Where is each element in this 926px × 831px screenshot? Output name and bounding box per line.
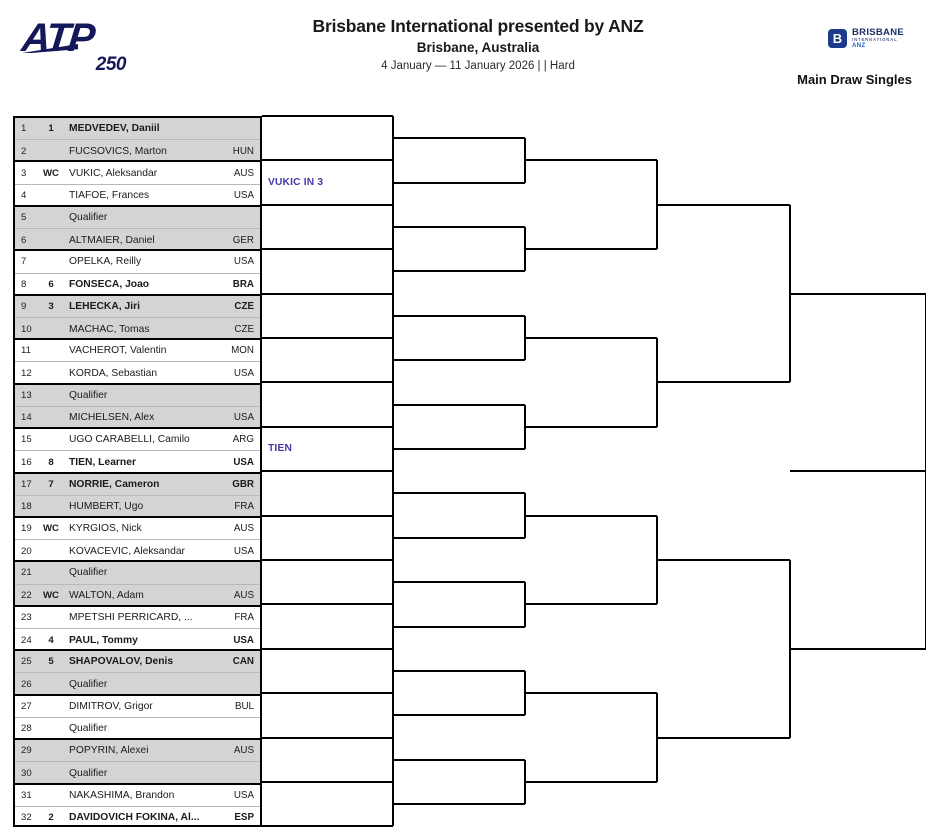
entry-player-name: POPYRIN, Alexei bbox=[69, 745, 149, 757]
draw-entry-row[interactable] bbox=[15, 362, 260, 384]
draw-match-pair[interactable] bbox=[15, 562, 260, 606]
entry-player-name: Qualifier bbox=[69, 211, 108, 223]
entry-player-name: VUKIC, Aleksandar bbox=[69, 167, 158, 179]
r32-match-join bbox=[392, 160, 394, 204]
draw-match-pair[interactable] bbox=[15, 118, 260, 162]
entry-number: 26 bbox=[21, 679, 32, 691]
draw-entry-row[interactable] bbox=[15, 762, 260, 784]
entry-player-name: FONSECA, Joao bbox=[69, 279, 150, 291]
r16-feed-bottom-line bbox=[393, 448, 525, 450]
draw-match-pair[interactable] bbox=[15, 251, 260, 295]
entry-seed: 5 bbox=[48, 656, 54, 668]
r32-match-bottom-line bbox=[262, 737, 393, 739]
draw-entry-row[interactable] bbox=[15, 607, 260, 629]
entry-number: 29 bbox=[21, 745, 32, 757]
draw-match-pair[interactable] bbox=[15, 474, 260, 518]
entry-number: 16 bbox=[21, 456, 32, 468]
draw-entry-row[interactable] bbox=[15, 296, 260, 318]
r16-join bbox=[524, 138, 526, 182]
r32-match-top-line bbox=[262, 204, 393, 206]
r16-feed-top-line bbox=[393, 759, 525, 761]
draw-entry-row[interactable] bbox=[15, 385, 260, 407]
entry-number: 27 bbox=[21, 700, 32, 712]
qf-feed-bottom-line bbox=[525, 781, 657, 783]
r32-match-join bbox=[392, 471, 394, 515]
entry-player-name: Qualifier bbox=[69, 389, 108, 401]
r16-feed-bottom-line bbox=[393, 270, 525, 272]
entry-country: ESP bbox=[234, 812, 254, 824]
r16-join bbox=[524, 671, 526, 715]
entry-number: 30 bbox=[21, 767, 32, 779]
entry-player-name: NAKASHIMA, Brandon bbox=[69, 789, 175, 801]
entry-country: USA bbox=[233, 456, 254, 468]
entry-country: FRA bbox=[234, 501, 254, 513]
entry-number: 24 bbox=[21, 634, 32, 646]
entry-player-name: KOVACEVIC, Aleksandar bbox=[69, 545, 185, 557]
entry-seed: WC bbox=[43, 590, 59, 602]
r16-feed-bottom-line bbox=[393, 714, 525, 716]
draw-entry-row[interactable] bbox=[15, 140, 260, 162]
entry-player-name: Qualifier bbox=[69, 679, 108, 691]
entry-seed: 3 bbox=[48, 300, 54, 312]
entry-country: AUS bbox=[233, 523, 254, 535]
entry-player-name: MPETSHI PERRICARD, ... bbox=[69, 611, 193, 623]
brisbane-logo-text bbox=[852, 28, 904, 50]
entry-number: 2 bbox=[21, 145, 27, 157]
r32-match-bottom-line bbox=[262, 825, 393, 827]
entry-player-name: MACHAC, Tomas bbox=[69, 323, 150, 335]
tournament-location: Brisbane, Australia bbox=[416, 40, 540, 55]
r32-match-top-line bbox=[262, 692, 393, 694]
r16-feed-bottom-line bbox=[393, 182, 525, 184]
r32-match-bottom-line bbox=[262, 248, 393, 250]
draw-entry-row[interactable] bbox=[15, 274, 260, 296]
entry-player-name: HUMBERT, Ugo bbox=[69, 501, 144, 513]
entry-country: AUS bbox=[233, 745, 254, 757]
r32-match-top-line bbox=[262, 737, 393, 739]
entry-player-name: DIMITROV, Grigor bbox=[69, 700, 153, 712]
entry-player-name: KYRGIOS, Nick bbox=[69, 523, 142, 535]
qf-feed-bottom-line bbox=[525, 248, 657, 250]
r32-match-bottom-line bbox=[262, 559, 393, 561]
r32-match-bottom-line bbox=[262, 648, 393, 650]
r32-match-bottom-line bbox=[262, 293, 393, 295]
draw-entry-row[interactable] bbox=[15, 229, 260, 251]
entry-number: 10 bbox=[21, 323, 32, 335]
entry-country: AUS bbox=[233, 590, 254, 602]
entry-seed: 7 bbox=[48, 478, 54, 490]
draw-match-pair[interactable] bbox=[15, 696, 260, 740]
r16-join bbox=[524, 316, 526, 360]
draw-entry-row[interactable] bbox=[15, 185, 260, 207]
draw-match-pair[interactable] bbox=[15, 651, 260, 695]
sf-feed-top-line bbox=[657, 204, 790, 206]
draw-entry-row[interactable] bbox=[15, 340, 260, 362]
r32-match-top-line bbox=[262, 781, 393, 783]
draw-entry-row[interactable] bbox=[15, 207, 260, 229]
entry-player-name: TIAFOE, Frances bbox=[69, 190, 150, 202]
note-r1-match8[interactable]: TIEN bbox=[268, 443, 293, 454]
draw-entry-row[interactable] bbox=[15, 162, 260, 184]
entry-player-name: FUCSOVICS, Marton bbox=[69, 145, 167, 157]
tournament-title: Brisbane International presented by ANZ bbox=[312, 16, 644, 36]
entry-player-name: KORDA, Sebastian bbox=[69, 367, 158, 379]
entry-player-name: UGO CARABELLI, Camilo bbox=[69, 434, 190, 446]
entry-country: CAN bbox=[232, 656, 254, 668]
entry-player-name: LEHECKA, Jiri bbox=[69, 300, 140, 312]
draw-entry-row[interactable] bbox=[15, 429, 260, 451]
entry-seed: WC bbox=[43, 167, 59, 179]
entry-country: USA bbox=[233, 256, 254, 268]
draw-match-pair[interactable] bbox=[15, 740, 260, 784]
entry-country: USA bbox=[233, 789, 254, 801]
entry-player-name: DAVIDOVICH FOKINA, Al... bbox=[69, 812, 200, 824]
r16-feed-bottom-line bbox=[393, 537, 525, 539]
entry-number: 21 bbox=[21, 567, 32, 579]
draw-type-label: Main Draw Singles bbox=[797, 72, 912, 87]
entry-player-name: SHAPOVALOV, Denis bbox=[69, 656, 174, 668]
entry-player-name: Qualifier bbox=[69, 723, 108, 735]
entry-country: MON bbox=[231, 345, 254, 357]
sf-feed-bottom-line bbox=[657, 737, 790, 739]
r16-feed-top-line bbox=[393, 581, 525, 583]
entry-country: USA bbox=[233, 634, 254, 646]
entry-number: 15 bbox=[21, 434, 32, 446]
entry-player-name: ALTMAIER, Daniel bbox=[69, 234, 155, 246]
draw-entry-row[interactable] bbox=[15, 785, 260, 807]
entry-player-name: NORRIE, Cameron bbox=[69, 478, 160, 490]
entry-country: USA bbox=[233, 190, 254, 202]
draw-entry-row[interactable] bbox=[15, 651, 260, 673]
brisbane-international-logo bbox=[828, 28, 904, 50]
entry-number: 4 bbox=[21, 190, 27, 202]
entry-number: 28 bbox=[21, 723, 32, 735]
qf-join bbox=[656, 693, 658, 782]
r16-feed-bottom-line bbox=[393, 803, 525, 805]
draw-entry-row[interactable] bbox=[15, 629, 260, 651]
r16-feed-top-line bbox=[393, 670, 525, 672]
r32-match-join bbox=[392, 560, 394, 604]
entry-number: 3 bbox=[21, 167, 27, 179]
r32-match-join bbox=[392, 249, 394, 293]
entry-seed: WC bbox=[43, 523, 59, 535]
entry-player-name: VACHEROT, Valentin bbox=[69, 345, 167, 357]
tournament-dates-surface: 4 January — 11 January 2026 | | Hard bbox=[381, 60, 575, 72]
entry-seed: 6 bbox=[48, 279, 54, 291]
r32-match-join bbox=[392, 294, 394, 338]
entry-player-name: Qualifier bbox=[69, 767, 108, 779]
r32-match-join bbox=[392, 427, 394, 471]
entry-country: BUL bbox=[234, 700, 254, 712]
draw-entry-row[interactable] bbox=[15, 673, 260, 695]
r32-match-join bbox=[392, 338, 394, 382]
brisbane-logo-line3: ANZ bbox=[852, 43, 866, 50]
draw-match-pair[interactable] bbox=[15, 607, 260, 651]
qf-feed-bottom-line bbox=[525, 603, 657, 605]
entry-player-name: PAUL, Tommy bbox=[69, 634, 138, 646]
entry-player-name: MICHELSEN, Alex bbox=[69, 412, 155, 424]
draw-entry-row[interactable] bbox=[15, 451, 260, 473]
atp-tier-label: 250 bbox=[95, 54, 126, 75]
entry-country: GER bbox=[232, 234, 254, 246]
r32-match-join bbox=[392, 738, 394, 782]
brisbane-logo-line2: INTERNATIONAL bbox=[852, 36, 898, 42]
entry-seed: 2 bbox=[48, 812, 54, 824]
entry-country: FRA bbox=[234, 611, 254, 623]
draw-entry-row[interactable] bbox=[15, 585, 260, 607]
entry-player-name: Qualifier bbox=[69, 567, 108, 579]
r16-join bbox=[524, 582, 526, 626]
qf-feed-top-line bbox=[525, 159, 657, 161]
entry-player-name: WALTON, Adam bbox=[69, 590, 144, 602]
r32-match-join bbox=[392, 649, 394, 693]
qf-feed-top-line bbox=[525, 692, 657, 694]
draw-entry-row[interactable] bbox=[15, 474, 260, 496]
brisbane-monogram-icon: B bbox=[828, 29, 847, 48]
draw-entry-row[interactable] bbox=[15, 251, 260, 273]
qf-join bbox=[656, 516, 658, 605]
r32-match-top-line bbox=[262, 159, 393, 161]
r32-match-bottom-line bbox=[262, 515, 393, 517]
entry-number: 32 bbox=[21, 812, 32, 824]
r16-join bbox=[524, 227, 526, 271]
sf-feed-bottom-line bbox=[657, 381, 790, 383]
entry-country: USA bbox=[233, 367, 254, 379]
entry-player-name: TIEN, Learner bbox=[69, 456, 136, 468]
draw-entry-row[interactable] bbox=[15, 540, 260, 562]
atp-wordmark: ATP bbox=[19, 16, 96, 60]
entry-number: 22 bbox=[21, 590, 32, 602]
draw-match-pair[interactable] bbox=[15, 296, 260, 340]
draw-match-pair[interactable] bbox=[15, 207, 260, 251]
entry-country: BRA bbox=[232, 279, 254, 291]
sf-join bbox=[789, 205, 791, 383]
draw-match-pair[interactable] bbox=[15, 340, 260, 384]
draw-match-pair[interactable] bbox=[15, 162, 260, 206]
draw-match-pair[interactable] bbox=[15, 785, 260, 829]
r32-match-join bbox=[392, 782, 394, 826]
entry-country: USA bbox=[233, 545, 254, 557]
r32-match-top-line bbox=[262, 337, 393, 339]
qf-feed-top-line bbox=[525, 337, 657, 339]
entry-seed: 1 bbox=[48, 123, 54, 135]
entry-country: USA bbox=[233, 412, 254, 424]
draw-entry-row[interactable] bbox=[15, 562, 260, 584]
draw-entry-row[interactable] bbox=[15, 407, 260, 429]
entry-country: GBR bbox=[232, 478, 254, 490]
r32-match-bottom-line bbox=[262, 426, 393, 428]
draw-entry-row[interactable] bbox=[15, 740, 260, 762]
entry-number: 14 bbox=[21, 412, 32, 424]
entry-country: ARG bbox=[232, 434, 254, 446]
entry-seed: 8 bbox=[48, 456, 54, 468]
qf-feed-bottom-line bbox=[525, 426, 657, 428]
entry-number: 31 bbox=[21, 789, 32, 801]
r32-match-top-line bbox=[262, 603, 393, 605]
draw-entry-row[interactable] bbox=[15, 696, 260, 718]
entry-number: 11 bbox=[21, 345, 31, 357]
r16-feed-top-line bbox=[393, 404, 525, 406]
final-feed-top-line bbox=[790, 293, 926, 295]
sf-join bbox=[789, 560, 791, 738]
draw-entry-row[interactable] bbox=[15, 518, 260, 540]
entry-country: CZE bbox=[234, 300, 254, 312]
r16-feed-top-line bbox=[393, 226, 525, 228]
r32-match-join bbox=[392, 116, 394, 160]
r32-match-top-line bbox=[262, 648, 393, 650]
qf-join bbox=[656, 160, 658, 249]
entry-number: 8 bbox=[21, 279, 27, 291]
r32-match-top-line bbox=[262, 248, 393, 250]
entry-number: 7 bbox=[21, 256, 27, 268]
r32-match-top-line bbox=[262, 559, 393, 561]
draw-match-pair[interactable] bbox=[15, 518, 260, 562]
atp-logo bbox=[19, 16, 132, 80]
entry-number: 18 bbox=[21, 501, 32, 513]
r32-match-bottom-line bbox=[262, 337, 393, 339]
entry-number: 9 bbox=[21, 300, 27, 312]
r16-join bbox=[524, 493, 526, 537]
qf-join bbox=[656, 338, 658, 427]
draw-entry-list bbox=[13, 116, 262, 827]
r32-match-join bbox=[392, 382, 394, 426]
r32-match-top-line bbox=[262, 293, 393, 295]
entry-number: 12 bbox=[21, 367, 32, 379]
r32-match-top-line bbox=[262, 515, 393, 517]
draw-match-pair[interactable] bbox=[15, 385, 260, 429]
entry-number: 20 bbox=[21, 545, 32, 557]
r16-feed-bottom-line bbox=[393, 359, 525, 361]
brisbane-logo-line1: BRISBANE bbox=[852, 27, 905, 38]
qf-feed-top-line bbox=[525, 515, 657, 517]
entry-number: 17 bbox=[21, 478, 32, 490]
entry-player-name: MEDVEDEV, Daniil bbox=[69, 123, 160, 135]
r32-match-bottom-line bbox=[262, 781, 393, 783]
sf-feed-top-line bbox=[657, 559, 790, 561]
entry-country: HUN bbox=[232, 145, 254, 157]
r32-match-join bbox=[392, 604, 394, 648]
draw-entry-row[interactable] bbox=[15, 718, 260, 740]
entry-number: 23 bbox=[21, 611, 32, 623]
entry-country: CZE bbox=[234, 323, 254, 335]
tournament-header bbox=[233, 16, 723, 72]
r32-match-bottom-line bbox=[262, 692, 393, 694]
r32-match-bottom-line bbox=[262, 470, 393, 472]
r16-feed-top-line bbox=[393, 137, 525, 139]
entry-seed: 4 bbox=[48, 634, 54, 646]
r16-join bbox=[524, 760, 526, 804]
r32-match-top-line bbox=[262, 115, 393, 117]
r32-match-join bbox=[392, 693, 394, 737]
r32-match-top-line bbox=[262, 426, 393, 428]
entry-country: AUS bbox=[233, 167, 254, 179]
entry-number: 13 bbox=[21, 389, 32, 401]
r32-match-bottom-line bbox=[262, 204, 393, 206]
r16-feed-bottom-line bbox=[393, 626, 525, 628]
draw-entry-row[interactable] bbox=[15, 807, 260, 829]
final-feed-bottom-line bbox=[790, 648, 926, 650]
draw-match-pair[interactable] bbox=[15, 429, 260, 473]
note-r1-match2[interactable]: VUKIC IN 3 bbox=[268, 176, 324, 188]
draw-entry-row[interactable] bbox=[15, 496, 260, 518]
r32-match-join bbox=[392, 516, 394, 560]
entry-player-name: OPELKA, Reilly bbox=[69, 256, 142, 268]
entry-number: 5 bbox=[21, 211, 27, 223]
entry-number: 6 bbox=[21, 234, 27, 246]
r32-match-top-line bbox=[262, 470, 393, 472]
r32-match-bottom-line bbox=[262, 381, 393, 383]
draw-entry-row[interactable] bbox=[15, 318, 260, 340]
r16-feed-top-line bbox=[393, 315, 525, 317]
r32-match-bottom-line bbox=[262, 159, 393, 161]
r16-feed-top-line bbox=[393, 492, 525, 494]
r16-join bbox=[524, 405, 526, 449]
r32-match-bottom-line bbox=[262, 603, 393, 605]
entry-number: 19 bbox=[21, 523, 32, 535]
champion-line bbox=[790, 470, 926, 472]
entry-number: 1 bbox=[21, 123, 27, 135]
entry-number: 25 bbox=[21, 656, 32, 668]
draw-entry-row[interactable] bbox=[15, 118, 260, 140]
r32-match-top-line bbox=[262, 381, 393, 383]
r32-match-join bbox=[392, 205, 394, 249]
